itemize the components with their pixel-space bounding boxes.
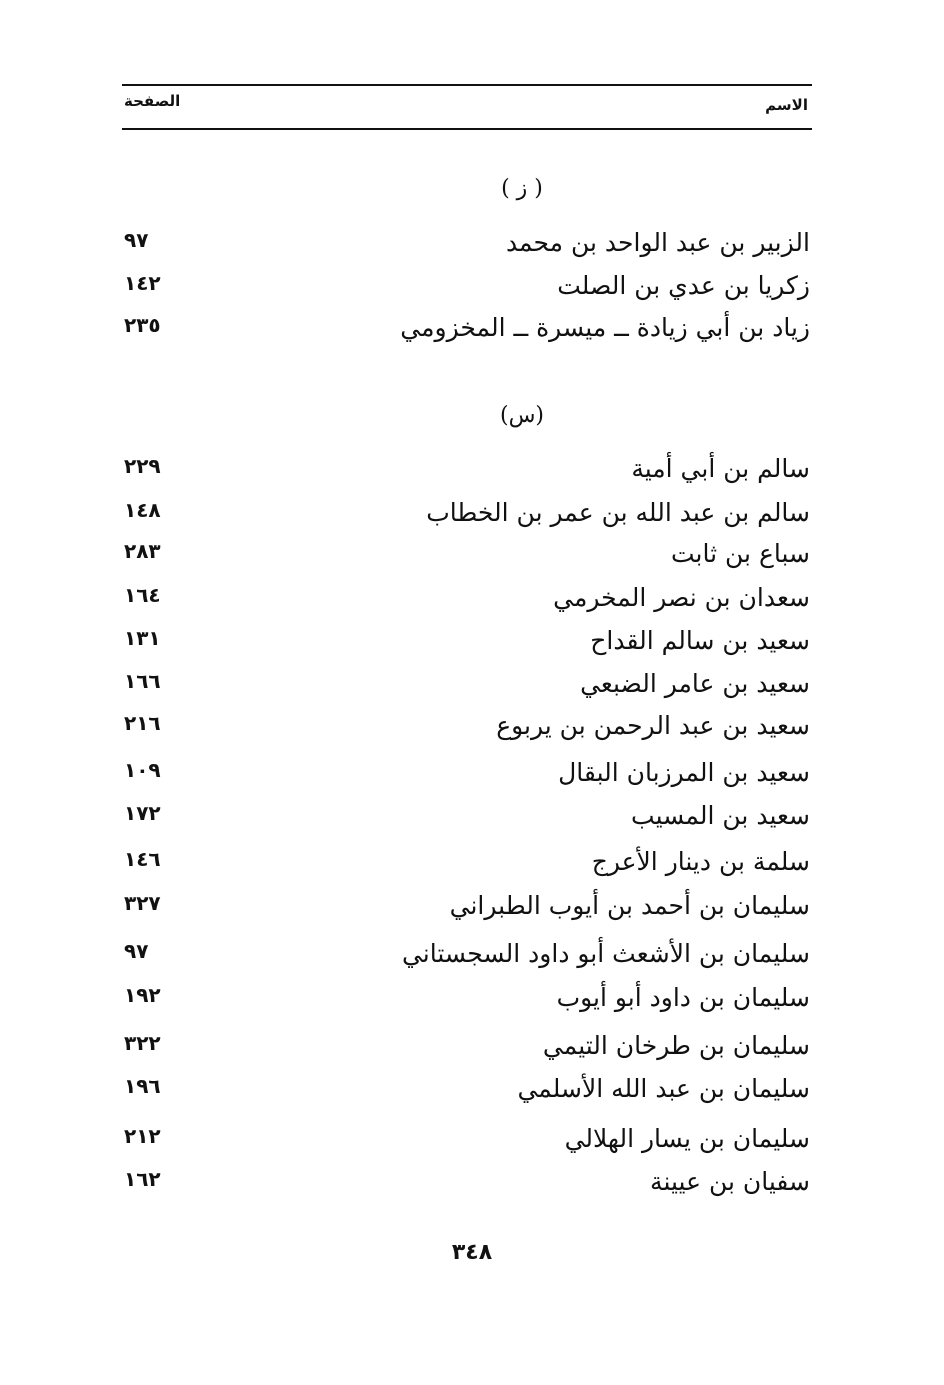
entry-page-number: ١٠٩ bbox=[124, 758, 161, 782]
entry-name: سعيد بن المسيب bbox=[631, 801, 810, 830]
entry-name: سالم بن أبي أمية bbox=[631, 454, 810, 483]
entry-name: زياد بن أبي زيادة ــ ميسرة ــ المخزومي bbox=[400, 313, 810, 342]
index-entry bbox=[122, 228, 810, 268]
entry-page-number: ٣٢٢ bbox=[124, 1031, 161, 1055]
index-entry bbox=[122, 313, 810, 353]
index-entry bbox=[122, 891, 810, 931]
index-entry bbox=[122, 847, 810, 887]
index-entry bbox=[122, 1167, 810, 1207]
entry-page-number: ١٣١ bbox=[124, 626, 161, 650]
entry-page-number: ٢٢٩ bbox=[124, 454, 161, 478]
entry-page-number: ٣٢٧ bbox=[124, 891, 161, 915]
index-entry bbox=[122, 711, 810, 751]
name-column-label: الاسم bbox=[765, 96, 808, 114]
index-entry bbox=[122, 1031, 810, 1071]
entry-name: سالم بن عبد الله بن عمر بن الخطاب bbox=[426, 498, 810, 527]
entry-name: سليمان بن داود أبو أيوب bbox=[556, 983, 810, 1012]
page-column-label: الصفحة bbox=[124, 92, 181, 110]
entry-page-number: ١٧٢ bbox=[124, 801, 161, 825]
entry-page-number: ١٩٢ bbox=[124, 983, 161, 1007]
entry-name: الزبير بن عبد الواحد بن محمد bbox=[505, 228, 810, 257]
entry-name: سليمان بن أحمد بن أيوب الطبراني bbox=[449, 891, 810, 920]
index-entry bbox=[122, 539, 810, 579]
entry-name: سعيد بن المرزبان البقال bbox=[558, 758, 810, 787]
index-entry bbox=[122, 498, 810, 538]
index-entry bbox=[122, 983, 810, 1023]
index-entry bbox=[122, 1074, 810, 1114]
entry-name: سعيد بن عامر الضبعي bbox=[580, 669, 810, 698]
column-header bbox=[122, 84, 812, 130]
entry-page-number: ١٤٨ bbox=[124, 498, 161, 522]
entry-name: سليمان بن طرخان التيمي bbox=[542, 1031, 810, 1060]
index-entry bbox=[122, 801, 810, 841]
entry-page-number: ١٤٢ bbox=[124, 271, 161, 295]
entry-name: سليمان بن عبد الله الأسلمي bbox=[517, 1074, 810, 1103]
section-heading-zay: ( ز ) bbox=[501, 176, 543, 201]
entry-name: سليمان بن الأشعث أبو داود السجستاني bbox=[401, 939, 810, 968]
index-entry bbox=[122, 626, 810, 666]
entry-page-number: ٢١٢ bbox=[124, 1124, 161, 1148]
entry-name: سفيان بن عيينة bbox=[650, 1167, 810, 1196]
entry-page-number: ١٩٦ bbox=[124, 1074, 161, 1098]
entry-page-number: ٢٣٥ bbox=[124, 313, 161, 337]
entry-name: سباع بن ثابت bbox=[671, 539, 810, 568]
entry-name: سعدان بن نصر المخرمي bbox=[553, 583, 810, 612]
entry-name: سعيد بن سالم القداح bbox=[590, 626, 810, 655]
entry-page-number: ٩٧ bbox=[124, 228, 149, 252]
index-entry bbox=[122, 1124, 810, 1164]
entry-name: سليمان بن يسار الهلالي bbox=[564, 1124, 810, 1153]
index-entry bbox=[122, 669, 810, 709]
entry-name: سلمة بن دينار الأعرج bbox=[591, 847, 810, 876]
entry-page-number: ١٦٤ bbox=[124, 583, 161, 607]
index-entry bbox=[122, 454, 810, 494]
entry-page-number: ٩٧ bbox=[124, 939, 149, 963]
index-entry bbox=[122, 939, 810, 979]
page-number: ٣٤٨ bbox=[451, 1240, 493, 1265]
section-heading-seen: (س) bbox=[499, 403, 545, 428]
entry-page-number: ١٤٦ bbox=[124, 847, 161, 871]
index-entry bbox=[122, 271, 810, 311]
index-entry bbox=[122, 583, 810, 623]
entry-page-number: ١٦٦ bbox=[124, 669, 161, 693]
entry-page-number: ١٦٢ bbox=[124, 1167, 161, 1191]
entry-name: سعيد بن عبد الرحمن بن يربوع bbox=[496, 711, 810, 740]
entry-page-number: ٢٨٣ bbox=[124, 539, 161, 563]
entry-page-number: ٢١٦ bbox=[124, 711, 161, 735]
entry-name: زكريا بن عدي بن الصلت bbox=[557, 271, 810, 300]
index-entry bbox=[122, 758, 810, 798]
